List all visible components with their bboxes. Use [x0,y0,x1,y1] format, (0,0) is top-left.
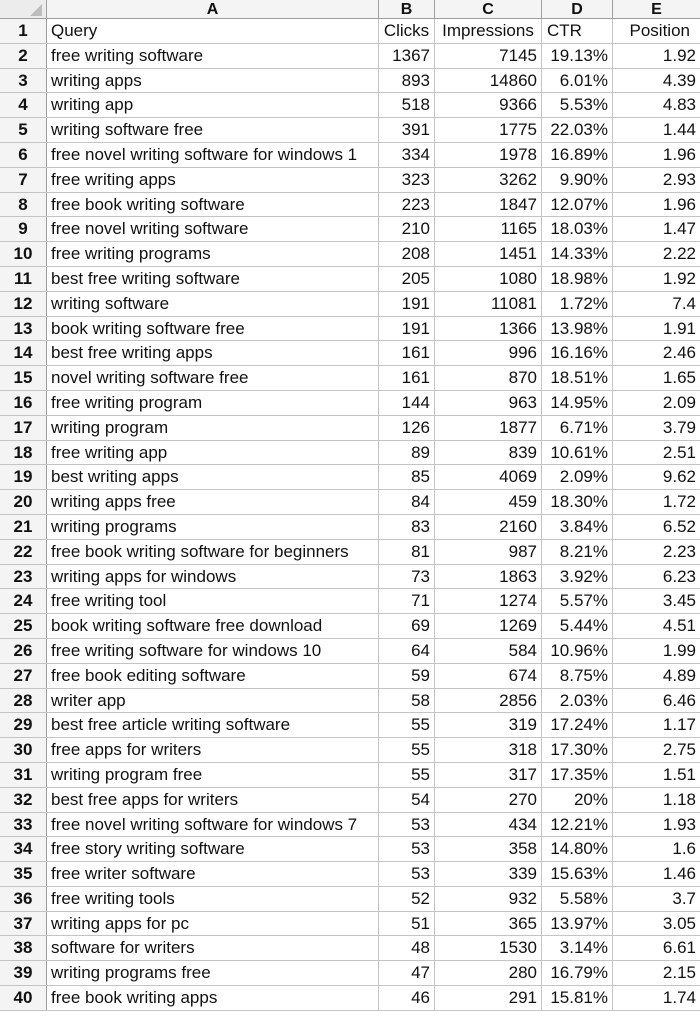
cell-ctr[interactable]: 8.75% [542,664,613,688]
cell-ctr[interactable]: 17.35% [542,763,613,787]
cell-clicks[interactable]: 48 [379,936,435,960]
cell-ctr[interactable]: 16.16% [542,341,613,365]
cell-query[interactable]: free apps for writers [47,738,379,762]
cell-ctr-header[interactable]: CTR [542,19,613,43]
cell-position[interactable]: 2.23 [662,541,696,561]
cell-position[interactable]: 2.75 [662,740,696,760]
cell-position[interactable]: 1.92 [662,268,696,288]
cell-position[interactable]: 4.89 [662,665,696,685]
cell-clicks[interactable]: 1367 [379,44,435,68]
cell-impressions[interactable]: 1847 [435,193,542,217]
cell-impressions[interactable]: 358 [435,837,542,861]
cell-position[interactable]: 2.22 [662,244,696,264]
cell-ctr[interactable]: 6.01% [542,69,613,93]
table-row [0,168,700,193]
row-number[interactable]: 11 [0,267,47,291]
table-row [0,565,700,590]
cell-position[interactable]: 3.79 [662,417,696,437]
cell-clicks[interactable]: 205 [379,267,435,291]
cell-impressions[interactable]: 1775 [435,118,542,142]
cell-position[interactable]: 1.72 [662,492,696,512]
cell-ctr[interactable]: 1.72% [542,292,613,316]
cell-impressions[interactable]: 1863 [435,565,542,589]
table-row [0,713,700,738]
row-number[interactable]: 32 [0,788,47,812]
row-number[interactable]: 3 [0,69,47,93]
cell-ctr[interactable]: 5.53% [542,93,613,117]
row-number[interactable]: 26 [0,639,47,663]
cell-query[interactable]: free writing apps [47,168,379,192]
cell-query[interactable]: writing program free [47,763,379,787]
cell-position[interactable]: 1.18 [662,789,696,809]
cell-impressions[interactable]: 932 [435,887,542,911]
table-row [0,986,700,1011]
cell-ctr[interactable]: 9.90% [542,168,613,192]
cell-position[interactable]: 2.46 [662,343,696,363]
table-row [0,416,700,441]
cell-impressions[interactable]: 1978 [435,143,542,167]
cell-ctr[interactable]: 3.92% [542,565,613,589]
cell-ctr[interactable]: 19.13% [542,44,613,68]
cell-query[interactable]: writing apps [47,69,379,93]
table-row [0,193,700,218]
table-row [0,143,700,168]
cell-impressions[interactable]: 317 [435,763,542,787]
table-row [0,614,700,639]
cell-query[interactable]: writing programs [47,515,379,539]
cell-clicks[interactable]: 144 [379,391,435,415]
cell-position[interactable]: 7.4 [672,293,696,313]
cell-impressions[interactable]: 1080 [435,267,542,291]
cell-impressions[interactable]: 839 [435,441,542,465]
table-row [0,118,700,143]
cell-query[interactable]: free writing programs [47,242,379,266]
cell-impressions[interactable]: 11081 [435,292,542,316]
cell-query[interactable]: free writing app [47,441,379,465]
cell-query[interactable]: writing apps for windows [47,565,379,589]
cell-ctr[interactable]: 14.80% [542,837,613,861]
row-number[interactable]: 17 [0,416,47,440]
cell-impressions[interactable]: 963 [435,391,542,415]
cell-ctr[interactable]: 14.95% [542,391,613,415]
cell-impressions[interactable]: 1451 [435,242,542,266]
cell-impressions[interactable]: 7145 [435,44,542,68]
row-number[interactable]: 21 [0,515,47,539]
cell-ctr[interactable]: 10.96% [542,639,613,663]
cell-ctr[interactable]: 17.24% [542,713,613,737]
cell-position[interactable]: 1.96 [662,194,696,214]
row-number[interactable]: 39 [0,961,47,985]
table-row [0,936,700,961]
cell-ctr[interactable]: 3.84% [542,515,613,539]
cell-query[interactable]: best free apps for writers [47,788,379,812]
cell-clicks[interactable]: 69 [379,614,435,638]
cell-query[interactable]: free novel writing software for windows 7 [47,813,379,837]
row-number[interactable]: 35 [0,862,47,886]
cell-ctr[interactable]: 20% [542,788,613,812]
cell-query[interactable]: software for writers [47,936,379,960]
cell-impressions[interactable]: 459 [435,490,542,514]
cell-impressions[interactable]: 291 [435,986,542,1010]
row-number[interactable]: 19 [0,465,47,489]
table-row [0,540,700,565]
cell-clicks[interactable]: 55 [379,738,435,762]
table-row [0,813,700,838]
cell-clicks[interactable]: 391 [379,118,435,142]
cell-query[interactable]: free story writing software [47,837,379,861]
cell-position[interactable]: 6.61 [662,938,696,958]
table-row [0,267,700,292]
cell-impressions[interactable]: 1530 [435,936,542,960]
row-number[interactable]: 12 [0,292,47,316]
cell-query[interactable]: free writing software [47,44,379,68]
column-header-c[interactable]: C [435,0,542,18]
cell-position[interactable]: 1.99 [662,640,696,660]
cell-clicks[interactable]: 161 [379,366,435,390]
cell-ctr[interactable]: 13.97% [542,912,613,936]
cell-clicks[interactable]: 55 [379,713,435,737]
cell-query[interactable]: free novel writing software [47,217,379,241]
cell-position[interactable]: 2.09 [662,392,696,412]
cell-clicks[interactable]: 223 [379,193,435,217]
cell-clicks[interactable]: 323 [379,168,435,192]
cell-clicks[interactable]: 58 [379,689,435,713]
table-row [0,441,700,466]
cell-ctr[interactable]: 22.03% [542,118,613,142]
row-number[interactable]: 16 [0,391,47,415]
cell-query[interactable]: free writing tool [47,589,379,613]
cell-position[interactable]: 1.17 [662,715,696,735]
row-number[interactable]: 1 [0,19,47,43]
cell-position[interactable]: 1.6 [672,839,696,859]
column-header-d[interactable]: D [542,0,613,18]
grid-body [0,19,700,1011]
row-number[interactable]: 33 [0,813,47,837]
cell-clicks-header[interactable]: Clicks [379,19,435,43]
cell-query[interactable]: writing program [47,416,379,440]
cell-impressions[interactable]: 434 [435,813,542,837]
cell-query[interactable]: free writing software for windows 10 [47,639,379,663]
cell-query[interactable]: writing software [47,292,379,316]
cell-clicks[interactable]: 46 [379,986,435,1010]
cell-ctr[interactable]: 16.89% [542,143,613,167]
column-header-a[interactable]: A [47,0,379,18]
cell-ctr[interactable]: 18.03% [542,217,613,241]
cell-ctr[interactable]: 18.98% [542,267,613,291]
cell-clicks[interactable]: 53 [379,837,435,861]
table-row [0,887,700,912]
cell-position[interactable]: 1.91 [662,318,696,338]
cell-position[interactable]: 3.45 [662,591,696,611]
row-number[interactable]: 25 [0,614,47,638]
cell-clicks[interactable]: 55 [379,763,435,787]
cell-impressions[interactable]: 318 [435,738,542,762]
cell-position[interactable]: 1.46 [662,864,696,884]
cell-ctr[interactable]: 14.33% [542,242,613,266]
cell-impressions[interactable]: 270 [435,788,542,812]
cell-position[interactable]: 6.23 [662,566,696,586]
row-number[interactable]: 28 [0,689,47,713]
cell-ctr[interactable]: 5.57% [542,589,613,613]
cell-position[interactable]: 4.39 [662,70,696,90]
cell-clicks[interactable]: 71 [379,589,435,613]
table-row [0,93,700,118]
cell-query[interactable]: free book writing software [47,193,379,217]
cell-ctr[interactable]: 17.30% [542,738,613,762]
table-row [0,292,700,317]
row-number[interactable]: 31 [0,763,47,787]
column-header-bar [0,0,700,19]
cell-clicks[interactable]: 73 [379,565,435,589]
cell-ctr[interactable]: 10.61% [542,441,613,465]
cell-clicks[interactable]: 83 [379,515,435,539]
cell-clicks[interactable]: 518 [379,93,435,117]
cell-position[interactable]: 2.51 [662,442,696,462]
cell-position[interactable]: 6.46 [662,690,696,710]
table-row [0,44,700,69]
cell-ctr[interactable]: 5.44% [542,614,613,638]
row-number[interactable]: 30 [0,738,47,762]
cell-position[interactable]: 4.83 [662,95,696,115]
cell-position[interactable]: 2.93 [662,169,696,189]
cell-query[interactable]: best free article writing software [47,713,379,737]
row-number[interactable]: 38 [0,936,47,960]
select-all-corner[interactable] [0,0,47,18]
table-row [0,19,700,44]
cell-clicks[interactable]: 191 [379,292,435,316]
cell-query[interactable]: writing apps for pc [47,912,379,936]
cell-position[interactable]: 1.96 [662,144,696,164]
cell-impressions[interactable]: 2160 [435,515,542,539]
cell-position[interactable]: 9.62 [662,467,696,487]
cell-clicks[interactable]: 208 [379,242,435,266]
cell-clicks[interactable]: 893 [379,69,435,93]
row-number[interactable]: 9 [0,217,47,241]
cell-query[interactable]: book writing software free download [47,614,379,638]
row-number[interactable]: 29 [0,713,47,737]
cell-query[interactable]: free novel writing software for windows 1 [47,143,379,167]
cell-ctr[interactable]: 2.09% [542,465,613,489]
cell-query[interactable]: novel writing software free [47,366,379,390]
cell-impressions[interactable]: 1269 [435,614,542,638]
cell-position[interactable]: 3.7 [672,888,696,908]
row-number[interactable]: 6 [0,143,47,167]
cell-ctr[interactable]: 13.98% [542,317,613,341]
cell-ctr[interactable]: 18.51% [542,366,613,390]
cell-ctr[interactable]: 16.79% [542,961,613,985]
row-number[interactable]: 23 [0,565,47,589]
cell-impressions[interactable]: 319 [435,713,542,737]
cell-impressions-header[interactable]: Impressions [435,19,542,43]
cell-position[interactable]: 1.51 [662,764,696,784]
cell-clicks[interactable]: 59 [379,664,435,688]
cell-clicks[interactable]: 53 [379,813,435,837]
cell-impressions[interactable]: 996 [435,341,542,365]
table-row [0,664,700,689]
cell-impressions[interactable]: 339 [435,862,542,886]
cell-query[interactable]: free writing program [47,391,379,415]
row-number[interactable]: 13 [0,317,47,341]
cell-query-header[interactable]: Query [47,19,379,43]
cell-position[interactable]: 1.74 [662,988,696,1008]
cell-impressions[interactable]: 1366 [435,317,542,341]
cell-query[interactable]: writing app [47,93,379,117]
cell-query[interactable]: free writer software [47,862,379,886]
cell-ctr[interactable]: 6.71% [542,416,613,440]
cell-impressions[interactable]: 280 [435,961,542,985]
row-number[interactable]: 10 [0,242,47,266]
row-number[interactable]: 15 [0,366,47,390]
table-row [0,961,700,986]
cell-clicks[interactable]: 89 [379,441,435,465]
cell-position[interactable]: 6.52 [662,516,696,536]
row-number[interactable]: 5 [0,118,47,142]
cell-query[interactable]: book writing software free [47,317,379,341]
cell-clicks[interactable]: 161 [379,341,435,365]
column-header-e[interactable]: E [651,1,662,18]
table-row [0,69,700,94]
table-row [0,490,700,515]
cell-ctr[interactable]: 12.21% [542,813,613,837]
table-row [0,837,700,862]
cell-impressions[interactable]: 3262 [435,168,542,192]
cell-ctr[interactable]: 5.58% [542,887,613,911]
cell-position[interactable]: 1.93 [662,814,696,834]
cell-query[interactable]: free book editing software [47,664,379,688]
table-row [0,862,700,887]
cell-query[interactable]: writing apps free [47,490,379,514]
cell-impressions[interactable]: 9366 [435,93,542,117]
cell-clicks[interactable]: 51 [379,912,435,936]
cell-clicks[interactable]: 81 [379,540,435,564]
row-number[interactable]: 24 [0,589,47,613]
row-number[interactable]: 27 [0,664,47,688]
cell-impressions[interactable]: 1274 [435,589,542,613]
cell-clicks[interactable]: 85 [379,465,435,489]
cell-clicks[interactable]: 84 [379,490,435,514]
cell-position[interactable]: 1.44 [662,120,696,140]
cell-ctr[interactable]: 8.21% [542,540,613,564]
cell-position[interactable]: 4.51 [662,616,696,636]
cell-query[interactable]: writing programs free [47,961,379,985]
cell-clicks[interactable]: 52 [379,887,435,911]
cell-impressions[interactable]: 584 [435,639,542,663]
cell-ctr[interactable]: 15.63% [542,862,613,886]
cell-query[interactable]: writing software free [47,118,379,142]
row-number[interactable]: 36 [0,887,47,911]
cell-position[interactable]: 1.47 [662,219,696,239]
cell-impressions[interactable]: 870 [435,366,542,390]
row-number[interactable]: 20 [0,490,47,514]
row-number[interactable]: 8 [0,193,47,217]
cell-ctr[interactable]: 3.14% [542,936,613,960]
table-row [0,242,700,267]
row-number[interactable]: 14 [0,341,47,365]
row-number[interactable]: 34 [0,837,47,861]
cell-query[interactable]: free writing tools [47,887,379,911]
cell-impressions[interactable]: 1165 [435,217,542,241]
table-row [0,317,700,342]
cell-query[interactable]: best free writing software [47,267,379,291]
row-number[interactable]: 18 [0,441,47,465]
cell-clicks[interactable]: 54 [379,788,435,812]
select-all-triangle-icon [30,4,42,16]
cell-query[interactable]: best writing apps [47,465,379,489]
cell-position[interactable]: 2.15 [662,963,696,983]
cell-position[interactable]: 1.65 [662,368,696,388]
row-number[interactable]: 2 [0,44,47,68]
cell-impressions[interactable]: 4069 [435,465,542,489]
row-number[interactable]: 7 [0,168,47,192]
table-row [0,391,700,416]
cell-impressions[interactable]: 14860 [435,69,542,93]
cell-clicks[interactable]: 53 [379,862,435,886]
cell-clicks[interactable]: 191 [379,317,435,341]
cell-clicks[interactable]: 126 [379,416,435,440]
cell-impressions[interactable]: 1877 [435,416,542,440]
cell-position-header[interactable]: Position [629,21,690,40]
row-number[interactable]: 40 [0,986,47,1010]
table-row [0,689,700,714]
cell-query[interactable]: free book writing apps [47,986,379,1010]
cell-query[interactable]: free book writing software for beginners [47,540,379,564]
table-row [0,465,700,490]
table-row [0,589,700,614]
cell-ctr[interactable]: 18.30% [542,490,613,514]
cell-ctr[interactable]: 15.81% [542,986,613,1010]
table-row [0,341,700,366]
table-row [0,763,700,788]
cell-impressions[interactable]: 674 [435,664,542,688]
column-header-b[interactable]: B [379,0,435,18]
cell-ctr[interactable]: 12.07% [542,193,613,217]
cell-impressions[interactable]: 365 [435,912,542,936]
row-number[interactable]: 4 [0,93,47,117]
row-number[interactable]: 37 [0,912,47,936]
cell-impressions[interactable]: 2856 [435,689,542,713]
table-row [0,217,700,242]
cell-impressions[interactable]: 987 [435,540,542,564]
cell-query[interactable]: best free writing apps [47,341,379,365]
cell-clicks[interactable]: 334 [379,143,435,167]
table-row [0,515,700,540]
table-row [0,366,700,391]
cell-position[interactable]: 3.05 [662,913,696,933]
table-row [0,639,700,664]
cell-query[interactable]: writer app [47,689,379,713]
table-row [0,788,700,813]
cell-ctr[interactable]: 2.03% [542,689,613,713]
cell-position[interactable]: 1.92 [662,45,696,65]
cell-clicks[interactable]: 210 [379,217,435,241]
table-row [0,738,700,763]
cell-clicks[interactable]: 64 [379,639,435,663]
table-row [0,912,700,937]
row-number[interactable]: 22 [0,540,47,564]
cell-clicks[interactable]: 47 [379,961,435,985]
